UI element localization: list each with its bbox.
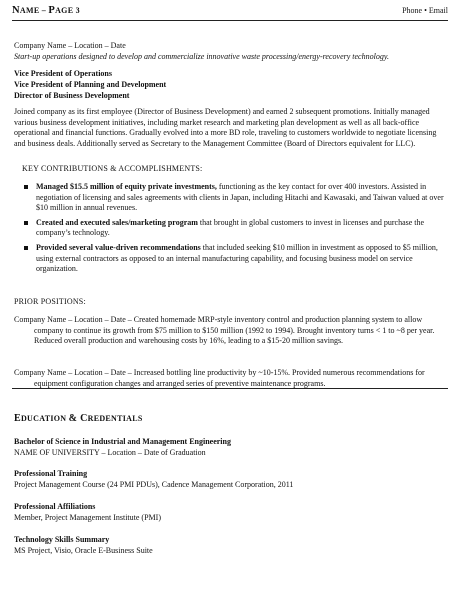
university-line: NAME OF UNIVERSITY – Location – Date of Graduation: [14, 448, 206, 457]
affiliations-detail: Member, Project Management Institute (PMI): [14, 513, 161, 522]
education-heading-initial: E: [14, 413, 21, 424]
education-heading: [14, 413, 143, 424]
education-heading-amp: &: [68, 413, 81, 424]
page-header: [12, 5, 448, 21]
prior-position-2: Company Name – Location – Date – Increased bottling line productivity by ~10-15%. Provided numerous recommendations for equipment configuration changes and arranged series of preventive maintenance programs.: [14, 368, 425, 388]
list-item: [22, 243, 444, 275]
bullet-text: that included seeking $10 million in investment as opposed to $5 million, using external contractors as opposed to an internal manufacturing capability, and focusing business model on service organization.: [36, 242, 438, 274]
credentials-heading-rest: REDENTIALS: [87, 414, 143, 423]
header-name-page: [12, 5, 80, 16]
section-divider: [12, 388, 448, 389]
header-name-initial: N: [12, 5, 20, 16]
bullet-bold-text: Created and executed sales/marketing program: [36, 217, 198, 227]
key-contributions-heading: KEY CONTRIBUTIONS & ACCOMPLISHMENTS:: [22, 164, 203, 173]
training-detail: Project Management Course (24 PMI PDUs), Cadence Management Corporation, 2011: [14, 480, 294, 489]
bullet-text: functioning as the key contact for over 400 investors. Assisted in negotiation of licensing and sales agreements with clients in Japan, including Hitachi and Kawasaki, and Taiwan valued at over $10 million in annual revenues.: [36, 182, 444, 213]
list-item: [22, 218, 444, 239]
bullet-square-icon: [24, 185, 28, 189]
job-title-2: Vice President of Planning and Development: [14, 80, 167, 89]
bullet-bold-text: Provided several value-driven recommendations: [36, 242, 201, 252]
job-title-3: Director of Business Development: [14, 91, 130, 100]
job-summary: Joined company as its first employee (Director of Business Development) and earned 2 subsequent promotions. Initially managed various business development initiatives, including market research and marketing plan development as well as all back-office operational and financial functions. Gradually evolved into a more BD role, traveling to customers worldwide to negotiate licensing and business deals. Additionally served as Secretary to the Management Committee (Board of Directors equivalent for LLC).: [14, 107, 437, 148]
bullet-bold-text: Managed $15.5 million of equity private investments,: [36, 182, 217, 191]
prior-position-1: Company Name – Location – Date – Created homemade MRP-style inventory control and production planning system to allow company to continue its growth from $75 million to $150 million (1992 to 1994). Brought inventory turns < 1 to ~8 per year. Reduced overall production and warehousing costs by 16%, leading to a $15-20 million savings.: [14, 315, 435, 346]
header-dash: –: [39, 6, 49, 15]
job-company-line: Company Name – Location – Date: [14, 41, 126, 50]
credentials-heading-initial: C: [80, 413, 88, 424]
bullet-text: that brought in global customers to invest in licenses and purchase the company’s technology.: [36, 217, 425, 238]
header-page-initial: P: [48, 5, 56, 16]
degree-title: Bachelor of Science in Industrial and Management Engineering: [14, 437, 231, 446]
header-name-rest: AME: [19, 6, 40, 15]
affiliations-title: Professional Affiliations: [14, 502, 96, 511]
list-item: [22, 182, 444, 214]
skills-title: Technology Skills Summary: [14, 535, 110, 544]
job-title-1: Vice President of Operations: [14, 69, 112, 78]
skills-detail: MS Project, Visio, Oracle E-Business Suite: [14, 546, 153, 555]
job-tagline: Start-up operations designed to develop and commercialize innovative waste processing/energy-recovery technology.: [14, 52, 389, 61]
accomplishments-list: [22, 182, 444, 279]
bullet-square-icon: [24, 246, 28, 250]
education-heading-rest: DUCATION: [20, 414, 69, 423]
header-page-rest: AGE 3: [55, 6, 80, 15]
training-title: Professional Training: [14, 469, 88, 478]
header-contact: Phone • Email: [402, 6, 448, 15]
prior-positions-heading: PRIOR POSITIONS:: [14, 297, 86, 306]
header-divider: [12, 20, 448, 21]
bullet-square-icon: [24, 221, 28, 225]
